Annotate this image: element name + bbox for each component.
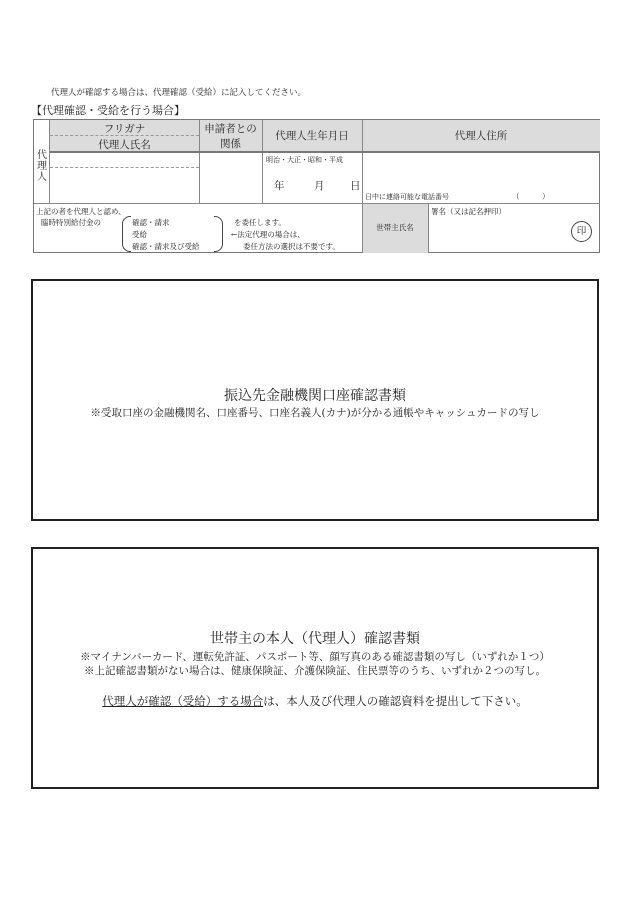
phone-label: 日中に連絡可能な電話番号 — [365, 193, 449, 201]
agent-row-label: 代理人 — [37, 150, 47, 183]
signature-input[interactable] — [429, 216, 569, 252]
id-box-note1: ※マイナンバーカード、運転免許証、パスポート等、顔写真のある確認書類の写し（いずれか１つ） — [80, 651, 550, 663]
seal-icon: 印 — [571, 221, 592, 242]
householder-label: 世帯主氏名 — [376, 223, 414, 232]
address-input[interactable] — [363, 153, 600, 189]
agent-name-header: 代理人氏名 — [98, 139, 151, 151]
furigana-input[interactable] — [50, 153, 199, 167]
section-title: 【代理確認・受給を行う場合】 — [31, 104, 185, 117]
option-receive[interactable]: 受給 — [132, 230, 147, 239]
bank-box-title: 振込先金融機関口座確認書類 — [224, 388, 406, 404]
delegation-suffix1: を委任します。 — [234, 218, 286, 227]
day-label: 日 — [350, 180, 361, 192]
signature-label: 署名（又は記名押印） — [431, 207, 506, 216]
month-label: 月 — [314, 180, 325, 192]
relationship-input[interactable] — [200, 153, 262, 203]
year-label: 年 — [274, 180, 285, 192]
address-header: 代理人住所 — [454, 130, 508, 142]
agent-name-input[interactable] — [50, 168, 199, 203]
relationship-header-line1: 申請者との — [204, 123, 257, 135]
era-options[interactable]: 明治・大正・昭和・平成 — [266, 156, 343, 164]
agent-form-table — [33, 119, 600, 253]
id-box-agent-note — [33, 693, 597, 709]
delegation-suffix3: 委任方法の選択は不要です。 — [243, 242, 340, 251]
delegation-line1: 上記の者を代理人と認め、 — [36, 207, 126, 216]
delegation-suffix2: ←法定代理の場合は、 — [231, 230, 305, 239]
right-brace-icon — [214, 216, 223, 252]
bank-document-box — [31, 279, 599, 521]
phone-input[interactable]: （ ） — [512, 192, 550, 201]
id-box-note2: ※上記確認書類がない場合は、健康保険証、介護保険証、住民票等のうち、いずれか２つの写し。 — [84, 665, 546, 677]
id-box-title: 世帯主の本人（代理人）確認書類 — [210, 631, 420, 647]
agent-note-underlined: 代理人が確認（受給）する場合 — [102, 694, 264, 708]
relationship-header-line2: 関係 — [220, 138, 241, 150]
furigana-header: フリガナ — [103, 123, 146, 135]
agent-note-rest: は、本人及び代理人の確認資料を提出して下さい。 — [263, 694, 528, 708]
id-document-box — [31, 547, 599, 789]
bank-box-note: ※受取口座の金融機関名、口座番号、口座名義人(カナ)が分かる通帳やキャッシュカードの写し — [90, 407, 540, 419]
option-confirm-claim[interactable]: 確認・請求 — [132, 218, 170, 227]
left-brace-icon — [122, 216, 131, 252]
delegation-prefix: 臨時特別給付金の — [41, 218, 101, 227]
birthdate-header: 代理人生年月日 — [275, 130, 349, 142]
option-confirm-claim-receive[interactable]: 確認・請求及び受給 — [132, 242, 200, 251]
intro-text: 代理人が確認する場合は、代理確認（受給）に記入してください。 — [51, 88, 307, 98]
